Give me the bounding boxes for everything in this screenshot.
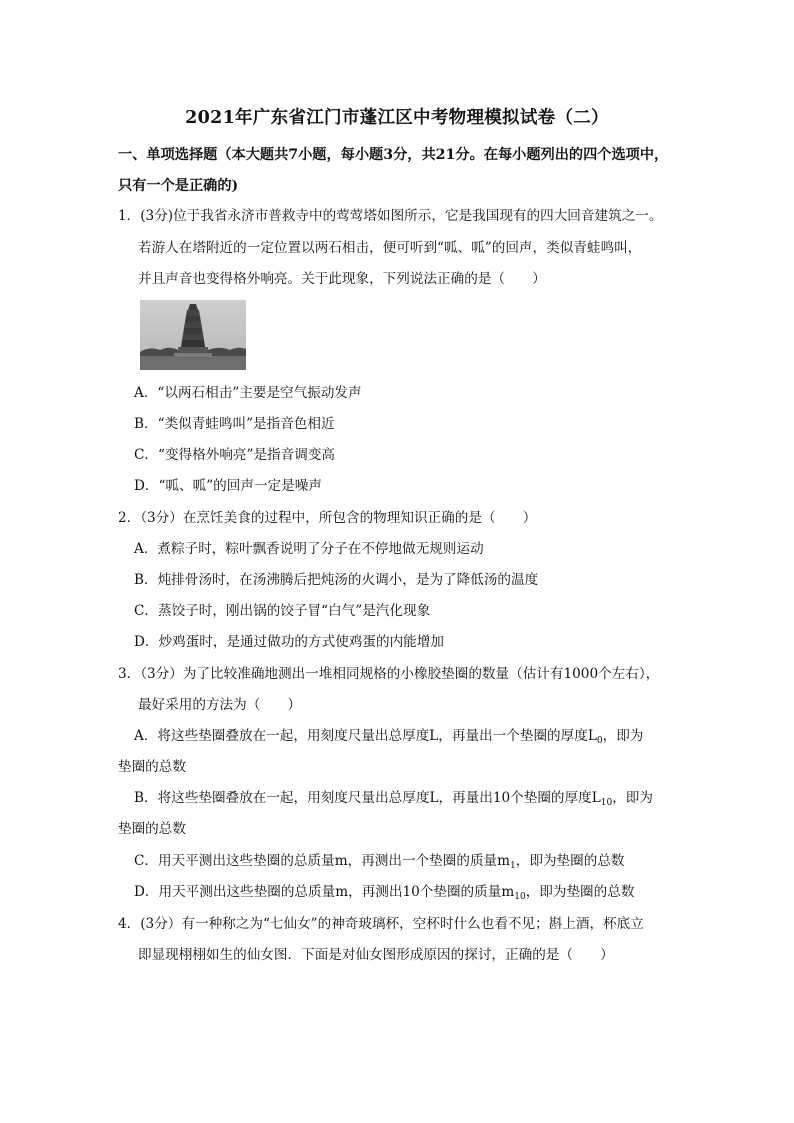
section-heading: 一、单项选择题（本大题共7小题，每小题3分，共21分。在每小题列出的四个选项中， <box>118 147 669 163</box>
option-text: C．用天平测出这些垫圈的总质量m，再测出一个垫圈的质量m <box>134 853 511 869</box>
question-2-option-c: C．蒸饺子时，刚出锅的饺子冒“白气”是汽化现象 <box>134 603 431 619</box>
question-3-option-b-cont: 垫圈的总数 <box>118 821 186 837</box>
page-title: 2021年广东省江门市蓬江区中考物理模拟试卷（二） <box>185 108 609 128</box>
question-3-option-b <box>134 788 653 808</box>
question-4-stem: 4．(3分）有一种称之为“七仙女”的神奇玻璃杯，空杯时什么也看不见；斟上酒，杯底立 <box>118 916 644 932</box>
subscript: 10 <box>600 798 613 808</box>
option-text: B．将这些垫圈叠放在一起，用刻度尺量出总厚度L，再量出10个垫圈的厚度L <box>134 790 601 806</box>
option-text: ，即为 <box>602 728 644 744</box>
question-1-option-a: A．“以两石相击”主要是空气振动发声 <box>134 385 362 401</box>
question-4-stem-cont: 即显现栩栩如生的仙女图．下面是对仙女图形成原因的探讨，正确的是（ ） <box>138 947 614 963</box>
question-1-option-c: C．“变得格外响亮”是指音调变高 <box>134 447 336 463</box>
question-1-option-b: B．“类似青蛙鸣叫”是指音色相近 <box>134 416 335 432</box>
question-3-option-a-cont: 垫圈的总数 <box>118 759 186 775</box>
option-text: ，即为垫圈的总数 <box>515 853 625 869</box>
question-2-stem: 2．（3分）在烹饪美食的过程中，所包含的物理知识正确的是（ ） <box>118 510 537 526</box>
pagoda-photo <box>140 300 246 370</box>
subscript: 0 <box>596 736 603 746</box>
question-3-stem-cont: 最好采用的方法为（ ） <box>138 697 302 713</box>
question-1-option-d: D．“呱、呱”的回声一定是噪声 <box>134 478 322 494</box>
option-text: ，即为 <box>612 790 653 806</box>
question-3-stem: 3．（3分）为了比较准确地测出一堆相同规格的小橡胶垫圈的数量（估计有1000个左右）， <box>118 666 660 682</box>
question-3-option-c <box>134 851 625 871</box>
subscript: 10 <box>514 892 526 902</box>
question-3-option-d <box>134 882 634 902</box>
question-1-stem-cont: 若游人在塔附近的一定位置以两石相击，便可听到“呱、呱”的回声，类似青蛙鸣叫， <box>138 240 642 256</box>
question-2-option-a: A．煮粽子时，粽叶飘香说明了分子在不停地做无规则运动 <box>134 541 484 557</box>
question-2-option-d: D．炒鸡蛋时，是通过做功的方式使鸡蛋的内能增加 <box>134 634 444 650</box>
option-text: A．将这些垫圈叠放在一起，用刻度尺量出总厚度L，再量出一个垫圈的厚度L <box>134 728 597 744</box>
section-heading-cont: 只有一个是正确的) <box>118 178 239 194</box>
option-text: D．用天平测出这些垫圈的总质量m，再测出10个垫圈的质量m <box>134 884 515 900</box>
question-1-stem-cont: 并且声音也变得格外响亮。关于此现象，下列说法正确的是（ ） <box>138 271 546 287</box>
question-1-stem: 1．(3分)位于我省永济市普救寺中的莺莺塔如图所示，它是我国现有的四大回音建筑之一。 <box>118 208 663 224</box>
option-text: ，即为垫圈的总数 <box>525 884 635 900</box>
question-3-option-a <box>134 726 643 746</box>
subscript: 1 <box>510 861 516 871</box>
question-2-option-b: B．炖排骨汤时，在汤沸腾后把炖汤的火调小，是为了降低汤的温度 <box>134 572 539 588</box>
